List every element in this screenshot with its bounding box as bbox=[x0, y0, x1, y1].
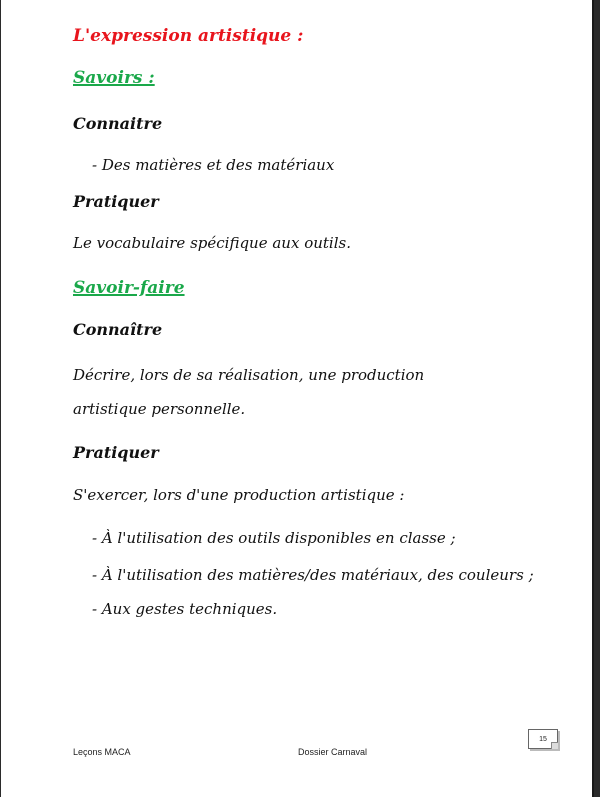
page-number: 15 bbox=[539, 735, 547, 743]
savoir-faire-pratiquer-item: - Aux gestes techniques. bbox=[92, 600, 278, 618]
page-title: L'expression artistique : bbox=[73, 26, 304, 46]
savoir-faire-connaitre-line: Décrire, lors de sa réalisation, une production bbox=[73, 366, 425, 384]
savoirs-heading: Savoirs : bbox=[73, 68, 155, 88]
savoir-faire-heading: Savoir-faire bbox=[73, 278, 185, 298]
savoir-faire-pratiquer-item: - À l'utilisation des matières/des matériaux, des couleurs ; bbox=[92, 566, 534, 584]
savoirs-pratiquer-text: Le vocabulaire spécifique aux outils. bbox=[73, 234, 351, 252]
savoir-faire-connaitre-line: artistique personnelle. bbox=[73, 400, 246, 418]
document-page bbox=[1, 0, 594, 797]
savoirs-connaitre-item: - Des matières et des matériaux bbox=[92, 156, 335, 174]
savoir-faire-connaitre-heading: Connaître bbox=[73, 320, 163, 339]
footer-left: Leçons MACA bbox=[73, 747, 131, 757]
savoir-faire-pratiquer-intro: S'exercer, lors d'une production artistique : bbox=[73, 486, 405, 504]
savoirs-pratiquer-heading: Pratiquer bbox=[73, 192, 159, 211]
savoirs-connaitre-heading: Connaitre bbox=[73, 114, 163, 133]
savoir-faire-pratiquer-heading: Pratiquer bbox=[73, 443, 159, 462]
savoir-faire-pratiquer-item: - À l'utilisation des outils disponibles en classe ; bbox=[92, 529, 456, 547]
footer-center: Dossier Carnaval bbox=[298, 747, 368, 757]
page-number-box bbox=[528, 729, 558, 749]
